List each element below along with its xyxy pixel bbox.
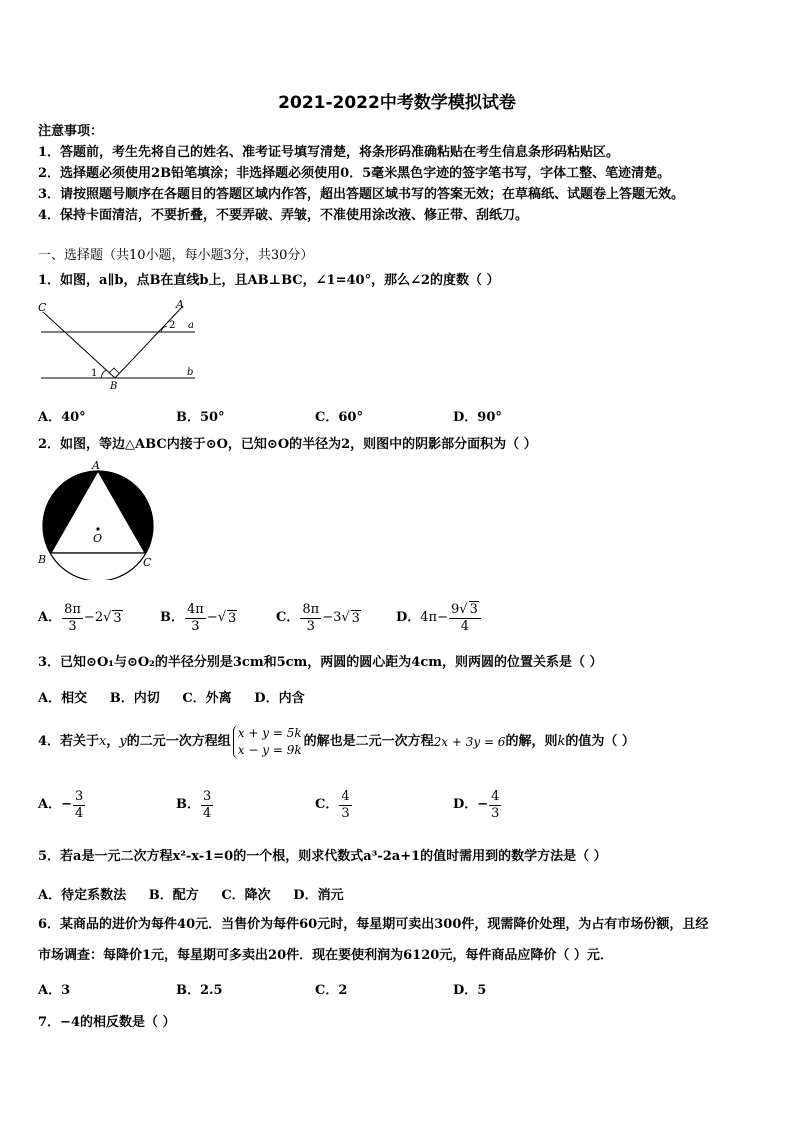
q2-option-b-label: B． xyxy=(160,610,184,625)
q4-eq1: x + y = 5k xyxy=(237,726,302,740)
q1-option-d: D．90° xyxy=(453,410,502,425)
q2-figure xyxy=(35,458,160,580)
q2-option-b-den: 3 xyxy=(191,618,200,634)
q4-stem xyxy=(38,722,635,762)
q1-fig-label-b-point: B xyxy=(110,381,118,390)
q2-fig-label-o: O xyxy=(93,532,103,545)
q5-stem: 5．若a是一元二次方程x²-x-1=0的一个根，则求代数式a³-2a+1的值时需用到的数学方法是（ ） xyxy=(38,849,607,864)
q4-option-c xyxy=(315,786,353,824)
notice-heading: 注意事项： xyxy=(38,124,104,139)
q4-mid3: 的解，则 xyxy=(505,734,558,749)
q4-option-c-num: 4 xyxy=(341,788,350,804)
q4-option-d xyxy=(453,786,502,824)
q2-option-a-tail: −2 xyxy=(83,610,104,625)
q6-option-d: D．5 xyxy=(453,983,487,998)
q1-stem: 1．如图，a∥b，点B在直线b上，且AB⊥BC，∠1=40°，那么∠2的度数（ ） xyxy=(38,273,500,288)
q3-stem: 3．已知⊙O₁与⊙O₂的半径分别是3cm和5cm，两圆的圆心距为4cm，则两圆的位置关系是（ ） xyxy=(38,655,603,670)
q4-var-y: y xyxy=(119,734,127,749)
q4-option-a-num: 3 xyxy=(74,788,84,804)
notice-item-1: 1．答题前，考生先将自己的姓名、准考证号填写清楚，将条形码准确粘贴在考生信息条形码粘贴区。 xyxy=(38,145,620,160)
page-title: 2021-2022中考数学模拟试卷 xyxy=(278,93,516,113)
notice-item-3: 3．请按照题号顺序在各题目的答题区域内作答，超出答题区域书写的答案无效；在草稿纸、试题卷上答题无效。 xyxy=(38,187,685,202)
q4-eq3: 2x + 3y = 6 xyxy=(433,735,506,749)
q4-equation-system xyxy=(233,725,302,759)
q2-fig-label-c: C xyxy=(143,556,152,569)
q4-var-k: k xyxy=(557,734,566,749)
q1-fig-label-line-b: b xyxy=(187,367,194,378)
q6-option-a: A．3 xyxy=(38,983,71,998)
q2-option-c-den: 3 xyxy=(306,618,315,634)
q2-option-a-den: 3 xyxy=(68,618,77,634)
q4-option-d-label: D．− xyxy=(453,797,489,812)
q2-stem: 2．如图，等边△ABC内接于⊙O，已知⊙O的半径为2，则图中的阴影部分面积为（ ） xyxy=(38,437,537,452)
q4-option-d-num: 4 xyxy=(491,788,500,804)
q1-fig-label-c: C xyxy=(38,301,47,314)
q2-option-d: D． 4π− $\frac{9√ 3}{4}$ xyxy=(396,598,482,638)
q4-option-b xyxy=(176,786,214,824)
q4-eq2: x − y = 9k xyxy=(237,743,302,757)
q2-fig-label-a: A xyxy=(92,459,100,472)
q2-option-d-label: D． xyxy=(396,610,421,625)
section-heading: 一、选择题（共10小题，每小题3分，共30分） xyxy=(38,248,314,263)
q4-end: 的值为（ ） xyxy=(565,734,635,749)
q2-option-c-rad: 3 xyxy=(351,610,360,626)
q6-line-1: 6．某商品的进价为每件40元．当售价为每件60元时，每星期可卖出300件，现需降价处理，为占有市场份额，且经 xyxy=(38,917,709,932)
q4-option-b-label: B． xyxy=(176,797,200,812)
q4-pre: 4．若关于 xyxy=(38,734,100,749)
q1-option-a: A．40° xyxy=(38,410,86,425)
q4-comma: ， xyxy=(106,734,120,749)
q4-option-d-den: 3 xyxy=(491,805,500,821)
q7-stem: 7．−4的相反数是（ ） xyxy=(38,1015,176,1030)
q6-option-c: C．2 xyxy=(315,983,348,998)
q4-mid: 的二元一次方程组 xyxy=(126,734,231,749)
q1-fig-label-line-a: a xyxy=(188,320,194,331)
q4-option-b-num: 3 xyxy=(203,788,212,804)
q1-fig-label-2: 2 xyxy=(169,320,176,331)
q4-option-a-label: A．− xyxy=(38,797,72,812)
q4-option-a xyxy=(38,786,86,824)
q4-option-c-label: C． xyxy=(315,797,339,812)
q2-option-a: A． $\frac{8\pi}{3}$ −2 √ 3 xyxy=(38,601,122,634)
q4-option-c-den: 3 xyxy=(341,805,350,821)
q1-option-c: C．60° xyxy=(315,410,363,425)
q2-option-d-den: 4 xyxy=(460,619,470,634)
q4-mid2: 的解也是二元一次方程 xyxy=(303,734,434,749)
q2-option-a-label: A． xyxy=(38,610,62,625)
q2-option-b: B． $\frac{4\pi}{3}$ − √ 3 xyxy=(160,601,237,634)
q2-option-c-tail: −3 xyxy=(322,610,342,625)
q6-option-b: B．2.5 xyxy=(176,983,223,998)
q1-option-b: B．50° xyxy=(176,410,225,425)
q2-option-b-rad: 3 xyxy=(228,610,237,626)
q4-option-a-den: 4 xyxy=(74,805,84,821)
q2-option-d-head: 4π− xyxy=(420,610,448,625)
q2-option-b-tail: − xyxy=(206,610,218,625)
q2-fig-label-b: B xyxy=(38,553,47,566)
q4-var-x: x xyxy=(99,734,107,749)
q1-fig-label-1: 1 xyxy=(91,368,98,379)
q2-option-c: C． $\frac{8\pi}{3}$ −3 √ 3 xyxy=(276,601,360,634)
q2-option-b-num: 4π xyxy=(187,601,204,617)
q2-option-a-num: 8π xyxy=(64,601,81,617)
q6-line-2: 市场调查：每降价1元，每星期可多卖出20件．现在要使利润为6120元，每件商品应降价（ ）元． xyxy=(38,948,613,963)
q2-option-a-rad: 3 xyxy=(113,610,122,626)
q2-option-d-num: 9 xyxy=(451,602,460,617)
q1-fig-label-a: A xyxy=(176,298,184,311)
q2-option-c-num: 8π xyxy=(302,601,320,617)
q4-option-b-den: 4 xyxy=(203,805,212,821)
notice-item-4: 4．保持卡面清洁，不要折叠，不要弄破、弄皱，不准使用涂改液、修正带、刮纸刀。 xyxy=(38,208,529,223)
notice-item-2: 2．选择题必须使用2B铅笔填涂；非选择题必须使用0．5毫米黑色字迹的签字笔书写，字体工整、笔迹清楚。 xyxy=(38,166,671,181)
q1-figure xyxy=(35,298,200,390)
q3-options: A．相交 B．内切 C．外离 D．内含 xyxy=(38,691,305,706)
q5-options: A．待定系数法 B．配方 C．降次 D．消元 xyxy=(38,888,344,903)
q2-option-d-rad: 3 xyxy=(469,602,478,617)
q2-option-c-label: C． xyxy=(276,610,300,625)
